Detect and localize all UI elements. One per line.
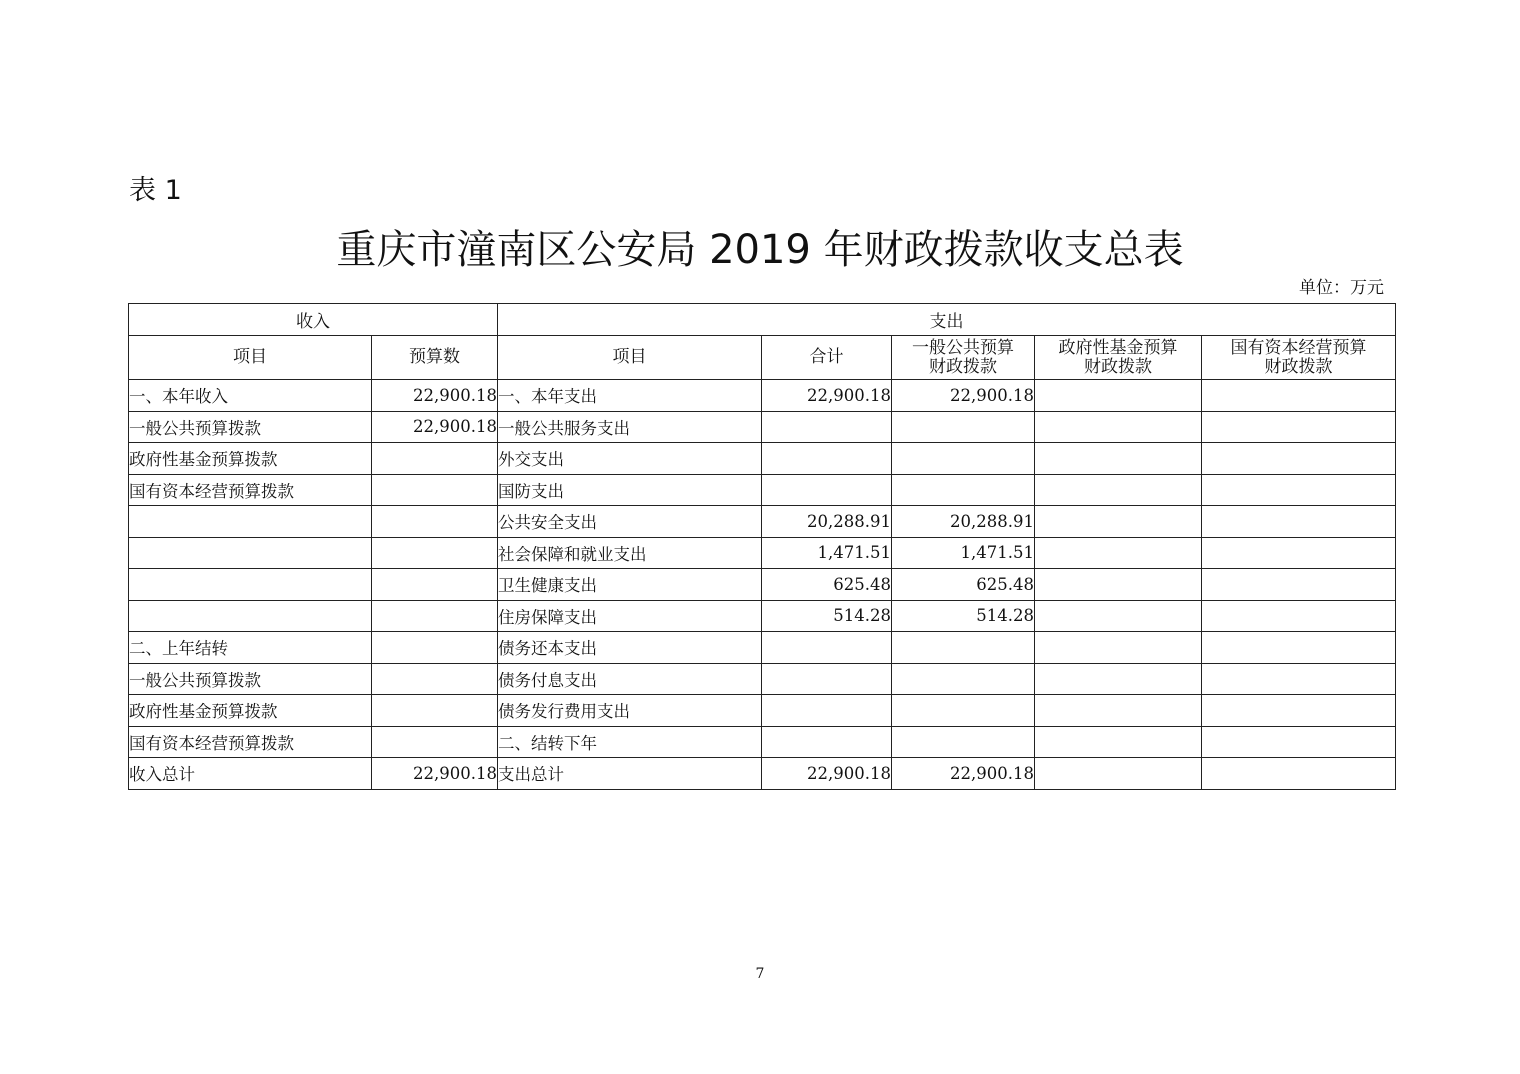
table-row xyxy=(129,726,1396,758)
column-header-row xyxy=(129,336,1396,380)
table-row xyxy=(129,695,1396,727)
gov-fund-cell xyxy=(1035,695,1202,727)
expense-item-cell: 国防支出 xyxy=(498,474,762,506)
income-item-cell: 政府性基金预算拨款 xyxy=(129,443,372,475)
state-capital-cell xyxy=(1202,537,1396,569)
expense-item-header: 项目 xyxy=(498,336,762,380)
table-row xyxy=(129,411,1396,443)
income-budget-cell xyxy=(372,726,498,758)
gov-fund-cell xyxy=(1035,443,1202,475)
capital-total-value xyxy=(1202,758,1396,790)
income-budget-cell xyxy=(372,537,498,569)
general-budget-cell xyxy=(892,443,1035,475)
expense-total-cell xyxy=(762,726,892,758)
gov-fund-cell xyxy=(1035,569,1202,601)
expense-item-cell: 债务还本支出 xyxy=(498,632,762,664)
unit-note: 单位：万元 xyxy=(1299,278,1384,298)
expense-total-cell: 625.48 xyxy=(762,569,892,601)
state-capital-cell xyxy=(1202,443,1396,475)
gov-fund-cell xyxy=(1035,411,1202,443)
income-budget-cell xyxy=(372,663,498,695)
expense-group-header: 支出 xyxy=(498,304,1396,336)
general-budget-cell xyxy=(892,632,1035,664)
general-budget-cell: 1,471.51 xyxy=(892,537,1035,569)
expense-total-value: 22,900.18 xyxy=(762,758,892,790)
table-row xyxy=(129,569,1396,601)
income-item-cell: 一般公共预算拨款 xyxy=(129,663,372,695)
general-budget-cell: 20,288.91 xyxy=(892,506,1035,538)
income-budget-cell xyxy=(372,632,498,664)
general-budget-cell: 514.28 xyxy=(892,600,1035,632)
fund-total-value xyxy=(1035,758,1202,790)
expense-total-cell: 514.28 xyxy=(762,600,892,632)
income-budget-cell: 22,900.18 xyxy=(372,411,498,443)
expense-item-cell: 社会保障和就业支出 xyxy=(498,537,762,569)
expense-item-cell: 卫生健康支出 xyxy=(498,569,762,601)
table-row xyxy=(129,537,1396,569)
table-label: 表 1 xyxy=(129,175,182,206)
general-budget-cell: 625.48 xyxy=(892,569,1035,601)
expense-total-cell xyxy=(762,663,892,695)
income-budget-cell xyxy=(372,474,498,506)
expense-item-cell: 住房保障支出 xyxy=(498,600,762,632)
income-item-cell: 一般公共预算拨款 xyxy=(129,411,372,443)
expense-total-cell xyxy=(762,474,892,506)
general-budget-cell xyxy=(892,474,1035,506)
table-row xyxy=(129,632,1396,664)
page-title: 重庆市潼南区公安局 2019 年财政拨款收支总表 xyxy=(336,227,1184,273)
expense-item-cell: 公共安全支出 xyxy=(498,506,762,538)
general-budget-header: 一般公共预算 财政拨款 xyxy=(892,336,1035,380)
expense-total-cell xyxy=(762,443,892,475)
state-capital-cell xyxy=(1202,411,1396,443)
gov-fund-cell xyxy=(1035,380,1202,412)
table-row xyxy=(129,600,1396,632)
expense-total-cell: 20,288.91 xyxy=(762,506,892,538)
income-item-cell: 二、上年结转 xyxy=(129,632,372,664)
gov-fund-cell xyxy=(1035,632,1202,664)
gov-fund-cell xyxy=(1035,726,1202,758)
expense-total-label: 支出总计 xyxy=(498,758,762,790)
gov-fund-cell xyxy=(1035,537,1202,569)
general-budget-cell xyxy=(892,411,1035,443)
income-total-value: 22,900.18 xyxy=(372,758,498,790)
state-capital-cell xyxy=(1202,632,1396,664)
gov-fund-cell xyxy=(1035,600,1202,632)
totals-row xyxy=(129,758,1396,790)
expense-item-cell: 债务付息支出 xyxy=(498,663,762,695)
table-row xyxy=(129,474,1396,506)
general-budget-cell xyxy=(892,695,1035,727)
income-budget-cell xyxy=(372,600,498,632)
state-capital-cell xyxy=(1202,506,1396,538)
expense-item-cell: 二、结转下年 xyxy=(498,726,762,758)
expense-item-cell: 债务发行费用支出 xyxy=(498,695,762,727)
income-item-cell: 国有资本经营预算拨款 xyxy=(129,474,372,506)
expense-total-cell xyxy=(762,411,892,443)
expense-total-cell: 22,900.18 xyxy=(762,380,892,412)
expense-total-cell xyxy=(762,632,892,664)
income-item-cell xyxy=(129,600,372,632)
income-budget-cell: 22,900.18 xyxy=(372,380,498,412)
income-budget-cell xyxy=(372,443,498,475)
income-budget-header: 预算数 xyxy=(372,336,498,380)
expense-total-header: 合计 xyxy=(762,336,892,380)
expense-item-cell: 外交支出 xyxy=(498,443,762,475)
income-budget-cell xyxy=(372,506,498,538)
income-budget-cell xyxy=(372,569,498,601)
gov-fund-cell xyxy=(1035,663,1202,695)
expense-total-cell: 1,471.51 xyxy=(762,537,892,569)
income-group-header: 收入 xyxy=(129,304,498,336)
state-capital-cell xyxy=(1202,380,1396,412)
income-item-cell: 一、本年收入 xyxy=(129,380,372,412)
state-capital-cell xyxy=(1202,474,1396,506)
state-capital-cell xyxy=(1202,600,1396,632)
income-item-cell: 国有资本经营预算拨款 xyxy=(129,726,372,758)
income-item-cell xyxy=(129,506,372,538)
page-number: 7 xyxy=(755,966,765,982)
income-item-header: 项目 xyxy=(129,336,372,380)
table-row xyxy=(129,380,1396,412)
expense-item-cell: 一、本年支出 xyxy=(498,380,762,412)
group-header-row xyxy=(129,304,1396,336)
gov-fund-cell xyxy=(1035,474,1202,506)
state-capital-cell xyxy=(1202,569,1396,601)
expense-total-cell xyxy=(762,695,892,727)
budget-table xyxy=(128,303,1396,790)
income-item-cell xyxy=(129,569,372,601)
state-capital-cell xyxy=(1202,663,1396,695)
general-budget-cell: 22,900.18 xyxy=(892,380,1035,412)
table-row xyxy=(129,443,1396,475)
income-item-cell: 政府性基金预算拨款 xyxy=(129,695,372,727)
table-row xyxy=(129,663,1396,695)
general-total-value: 22,900.18 xyxy=(892,758,1035,790)
general-budget-cell xyxy=(892,726,1035,758)
general-budget-cell xyxy=(892,663,1035,695)
gov-fund-cell xyxy=(1035,506,1202,538)
state-capital-cell xyxy=(1202,695,1396,727)
expense-item-cell: 一般公共服务支出 xyxy=(498,411,762,443)
table-row xyxy=(129,506,1396,538)
state-capital-header: 国有资本经营预算 财政拨款 xyxy=(1202,336,1396,380)
table-body xyxy=(129,380,1396,758)
gov-fund-header: 政府性基金预算 财政拨款 xyxy=(1035,336,1202,380)
income-total-label: 收入总计 xyxy=(129,758,372,790)
income-item-cell xyxy=(129,537,372,569)
income-budget-cell xyxy=(372,695,498,727)
state-capital-cell xyxy=(1202,726,1396,758)
